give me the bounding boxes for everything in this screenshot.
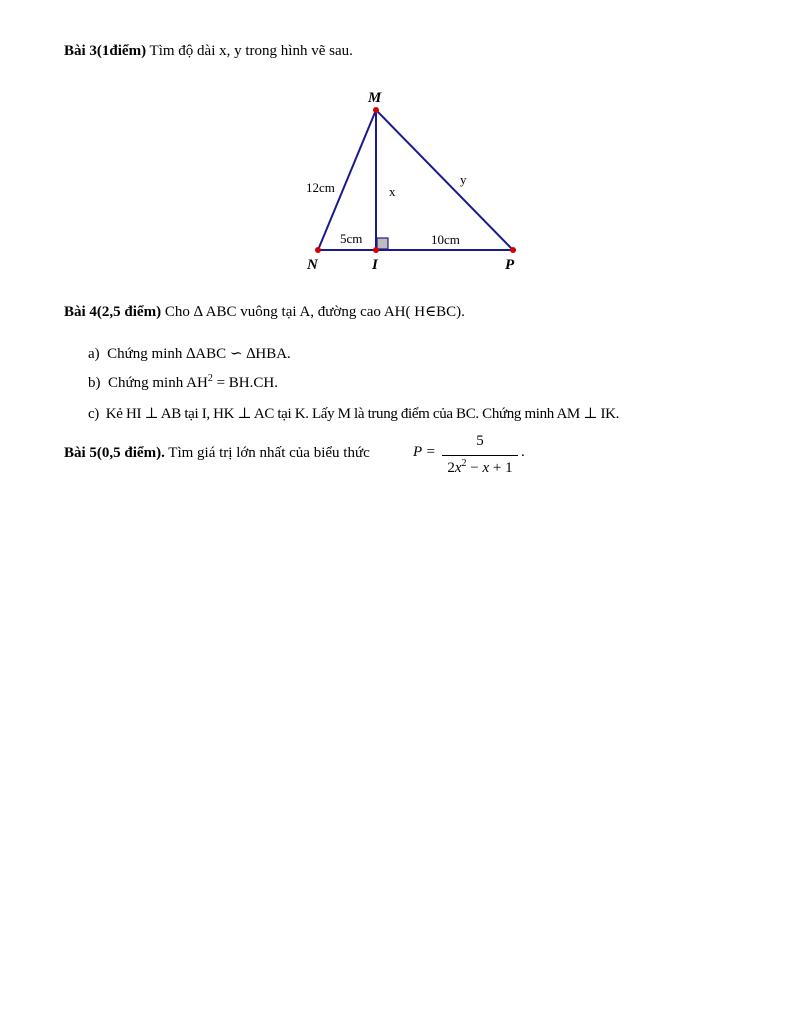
formula-denominator: $2x^2 - x + 1$ — [447, 458, 513, 476]
item-text: Kẻ HI ⊥ AB tại I, HK ⊥ AC tại K. Lấy M là trung điểm của BC. Chứng minh AM ⊥ IK. — [105, 406, 620, 422]
bai4-text: Cho ∆ ABC vuông tại A, đường cao AH( H∈BC). — [161, 304, 465, 320]
triangle-figure — [300, 86, 530, 276]
bai4-item-b — [88, 373, 278, 392]
label-m: M — [368, 90, 382, 106]
label-x: x — [389, 184, 396, 199]
item-text: Chứng minh AH — [108, 375, 208, 391]
point-m — [373, 107, 379, 113]
label-i: I — [372, 257, 378, 273]
bai5-title: Bài 5(0,5 điểm). — [64, 445, 165, 461]
label-p: P — [505, 257, 515, 273]
item-sup: 2 — [207, 373, 213, 384]
right-angle-marker — [377, 238, 388, 249]
bai5-heading — [64, 445, 370, 462]
formula-p-label: P = — [413, 444, 436, 460]
label-n: N — [307, 257, 318, 273]
formula-period: . — [521, 444, 525, 460]
bai3-text: Tìm độ dài x, y trong hình vẽ sau. — [146, 43, 353, 59]
formula-numerator: 5 — [476, 433, 484, 449]
item-text: Chứng minh ∆ABC ∽ ∆HBA. — [107, 346, 291, 362]
segment-mp — [376, 110, 513, 250]
point-i — [373, 247, 379, 253]
item-marker: c) — [88, 406, 99, 422]
bai4-item-a — [88, 344, 291, 363]
point-n — [315, 247, 321, 253]
label-10cm: 10cm — [431, 232, 460, 247]
label-12cm: 12cm — [306, 180, 335, 195]
item-marker: b) — [88, 375, 101, 391]
bai5-text: Tìm giá trị lớn nhất của biểu thức — [164, 445, 370, 461]
label-5cm: 5cm — [340, 231, 363, 246]
bai4-title: Bài 4(2,5 điểm) — [64, 304, 162, 320]
point-p — [510, 247, 516, 253]
bai4-heading — [64, 302, 465, 321]
bai4-item-c — [88, 404, 619, 423]
label-y: y — [460, 172, 467, 187]
fraction-bar — [442, 455, 518, 456]
item-text-after: = BH.CH. — [212, 375, 278, 391]
bai3-title: Bài 3(1điểm) — [64, 43, 147, 59]
item-marker: a) — [88, 346, 100, 362]
bai3-heading — [64, 43, 353, 60]
